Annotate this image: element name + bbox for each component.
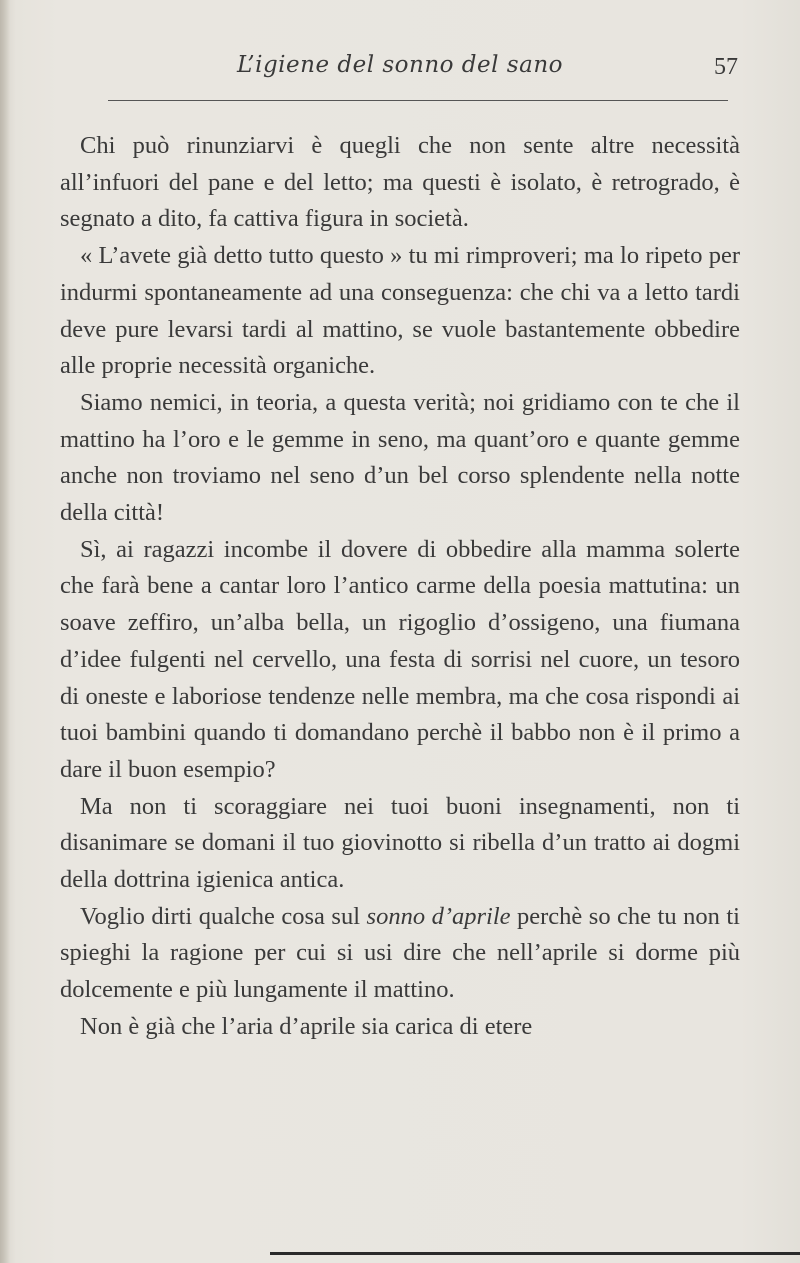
paragraph-1: Chi può rinunziarvi è quegli che non sente altre necessità all’infuori del pane e del letto; ma questi è isolato, è retrogrado, è segnato a dito, fa cattiva figura in società. (60, 132, 740, 233)
header-rule (108, 100, 728, 101)
page-number: 57 (714, 54, 738, 80)
paragraph-7: Non è già che l’aria d’aprile sia carica di etere (80, 1012, 533, 1040)
bottom-edge-rule (270, 1252, 800, 1255)
paragraph-5: Ma non ti scoraggiare nei tuoi buoni insegnamenti, non ti disanimare se domani il tuo giovinotto si ribella d’un tratto ai dogmi della dottrina igienica antica. (60, 792, 740, 894)
spine-shadow (0, 0, 10, 1263)
paragraph-6-text-end: perchè so che tu non ti spieghi la ragione per cui si usi dire che nell’aprile si dorme più dolcemente e più lungamente il mattino. (60, 902, 740, 1004)
paragraph-6-italic: sonno d’aprile (366, 902, 511, 930)
paragraph-6 (60, 899, 740, 1009)
running-title: L’igiene del sonno del sano (237, 52, 563, 78)
paragraph-4: Sì, ai ragazzi incombe il dovere di obbedire alla mamma solerte che farà bene a cantar loro l’antico carme della poesia mattutina: un soave zeffiro, un’alba bella, un rigoglio d’ossigeno, una fiumana d’idee fulgenti nel cervello, una festa di sorrisi nel cuore, un tesoro di oneste e laboriose tendenze nelle membra, ma che cosa rispondi ai tuoi bambini quando ti domandano perchè il babbo non è il primo a dare il buon esempio? (60, 535, 740, 783)
paragraph-3: Siamo nemici, in teoria, a questa verità; noi gridiamo con te che il mattino ha l’oro e le gemme in seno, ma quant’oro e quante gemme anche non troviamo nel seno d’un bel corso splendente nella notte della città! (60, 388, 740, 527)
body-text (60, 128, 740, 1046)
running-head (60, 52, 740, 88)
paragraph-2: « L’avete già detto tutto questo » tu mi rimproveri; ma lo ripeto per indurmi spontaneamente ad una conseguenza: che chi va a letto tardi deve pure levarsi tardi al mattino, se vuole bastantemente obbedire alle proprie necessità organiche. (60, 242, 740, 380)
paragraph-6-text-start: Voglio dirti qualche cosa sul (80, 902, 367, 930)
